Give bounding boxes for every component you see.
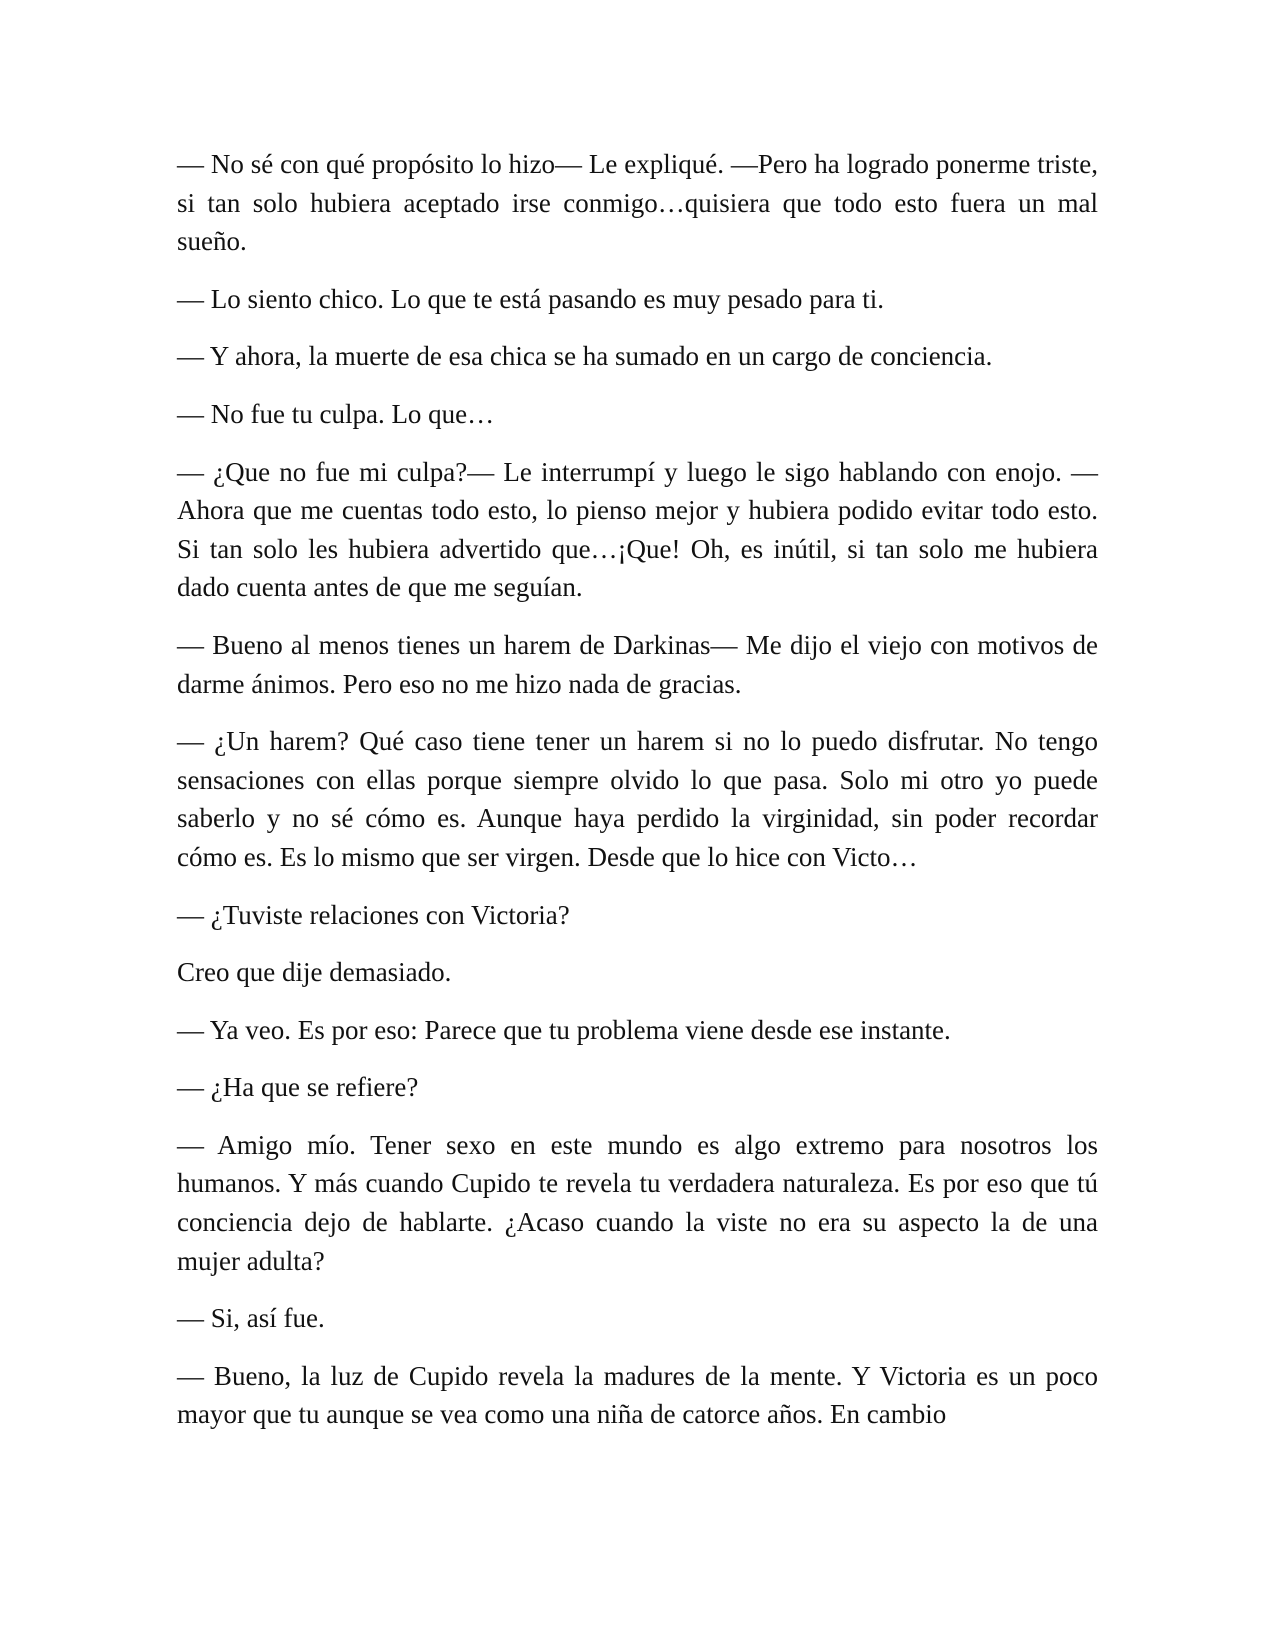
body-text	[177, 145, 1098, 1453]
paragraph: — Bueno al menos tienes un harem de Darkinas— Me dijo el viejo con motivos de darme ánimos. Pero eso no me hizo nada de gracias.	[177, 629, 1098, 699]
paragraph: — No sé con qué propósito lo hizo— Le expliqué. —Pero ha logrado ponerme triste, si tan solo hubiera aceptado irse conmigo…quisiera que todo esto fuera un mal sueño.	[177, 149, 1098, 257]
paragraph: — Ya veo. Es por eso: Parece que tu problema viene desde ese instante.	[177, 1014, 951, 1045]
paragraph: — ¿Que no fue mi culpa?— Le interrumpí y luego le sigo hablando con enojo. — Ahora que me cuentas todo esto, lo pienso mejor y hubiera podido evitar todo esto. Si tan solo les hubiera advertido que…¡Que! Oh, es inútil, si tan solo me hubiera dado cuenta antes de que me seguían.	[177, 456, 1098, 603]
paragraph: — ¿Tuviste relaciones con Victoria?	[177, 899, 570, 930]
paragraph: — ¿Un harem? Qué caso tiene tener un harem si no lo puedo disfrutar. No tengo sensaciones con ellas porque siempre olvido lo que pasa. Solo mi otro yo puede saberlo y no sé cómo es. Aunque haya perdido la virginidad, sin poder recordar cómo es. Es lo mismo que ser virgen. Desde que lo hice con Victo…	[177, 726, 1098, 872]
paragraph: — ¿Ha que se refiere?	[177, 1072, 419, 1103]
paragraph: — Si, así fue.	[177, 1303, 325, 1334]
paragraph: — Lo siento chico. Lo que te está pasando es muy pesado para ti.	[177, 283, 885, 314]
paragraph: Creo que dije demasiado.	[177, 957, 452, 988]
paragraph: — Amigo mío. Tener sexo en este mundo es algo extremo para nosotros los humanos. Y más cuando Cupido te revela tu verdadera naturaleza. Es por eso que tú conciencia dejo de hablarte. ¿Acaso cuando la viste no era su aspecto la de una mujer adulta?	[177, 1129, 1098, 1276]
paragraph: — Y ahora, la muerte de esa chica se ha sumado en un cargo de conciencia.	[177, 341, 993, 372]
paragraph: — Bueno, la luz de Cupido revela la madures de la mente. Y Victoria es un poco mayor que tu aunque se vea como una niña de catorce años. En cambio	[177, 1360, 1098, 1430]
paragraph: — No fue tu culpa. Lo que…	[177, 398, 495, 429]
